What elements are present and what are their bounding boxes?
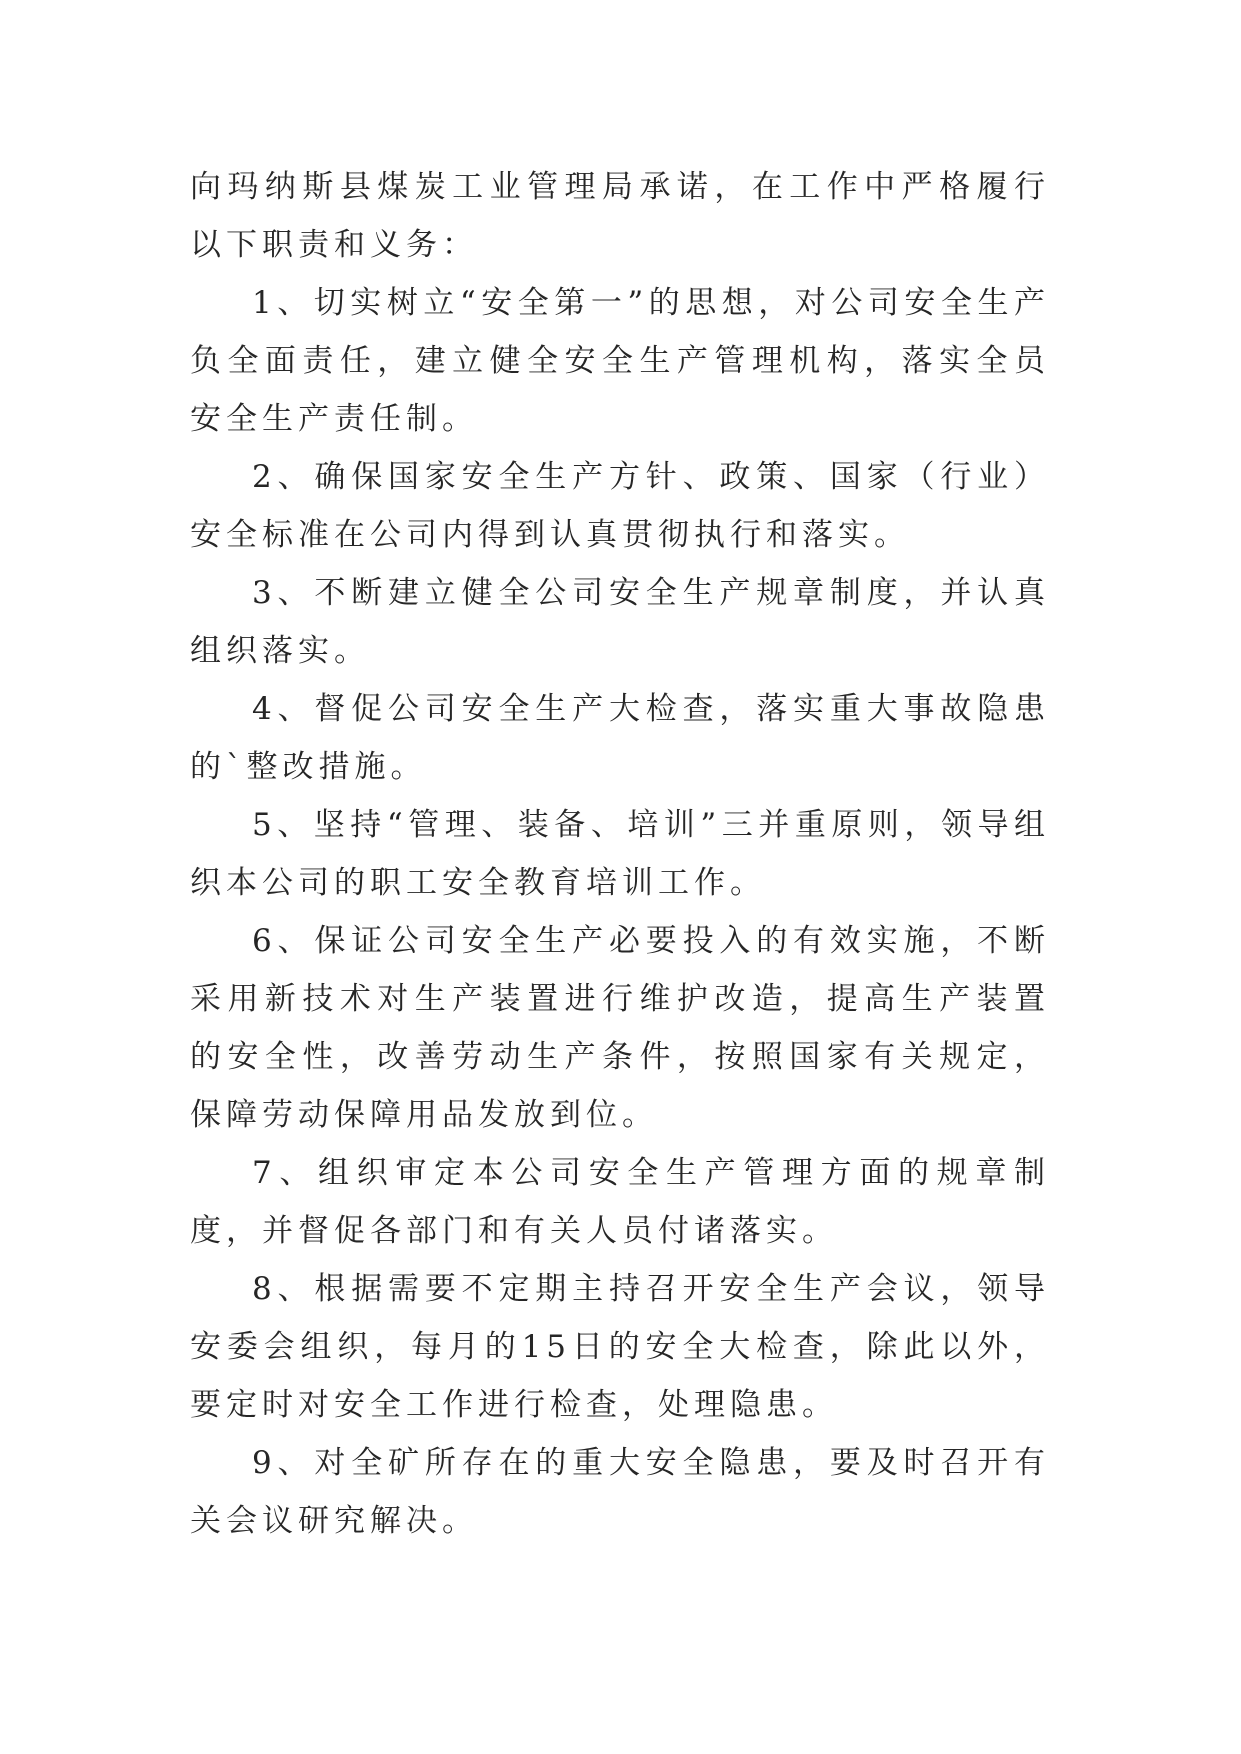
paragraph-item-8: 8、根据需要不定期主持召开安全生产会议，领导安委会组织，每月的15日的安全大检查，除此以外，要定时对安全工作进行检查，处理隐患。 [190,1271,1050,1423]
paragraph-item-9: 9、对全矿所存在的重大安全隐患，要及时召开有关会议研究解决。 [190,1445,1050,1539]
paragraph-item-2: 2、确保国家安全生产方针、政策、国家（行业）安全标准在公司内得到认真贯彻执行和落实。 [190,459,1050,553]
paragraph-intro: 向玛纳斯县煤炭工业管理局承诺，在工作中严格履行以下职责和义务： [190,169,1050,263]
paragraph-item-6: 6、保证公司安全生产必要投入的有效实施，不断采用新技术对生产装置进行维护改造，提高生产装置的安全性，改善劳动生产条件，按照国家有关规定，保障劳动保障用品发放到位。 [190,923,1050,1133]
paragraph-item-5: 5、坚持“管理、装备、培训”三并重原则，领导组织本公司的职工安全教育培训工作。 [190,807,1050,901]
document-body [190,158,1050,1550]
paragraph-item-4: 4、督促公司安全生产大检查，落实重大事故隐患的`整改措施。 [190,691,1050,785]
paragraph-item-3: 3、不断建立健全公司安全生产规章制度，并认真组织落实。 [190,575,1050,669]
paragraph-item-1: 1、切实树立“安全第一”的思想，对公司安全生产负全面责任，建立健全安全生产管理机构，落实全员安全生产责任制。 [190,285,1050,437]
paragraph-item-7: 7、组织审定本公司安全生产管理方面的规章制度，并督促各部门和有关人员付诸落实。 [190,1155,1050,1249]
